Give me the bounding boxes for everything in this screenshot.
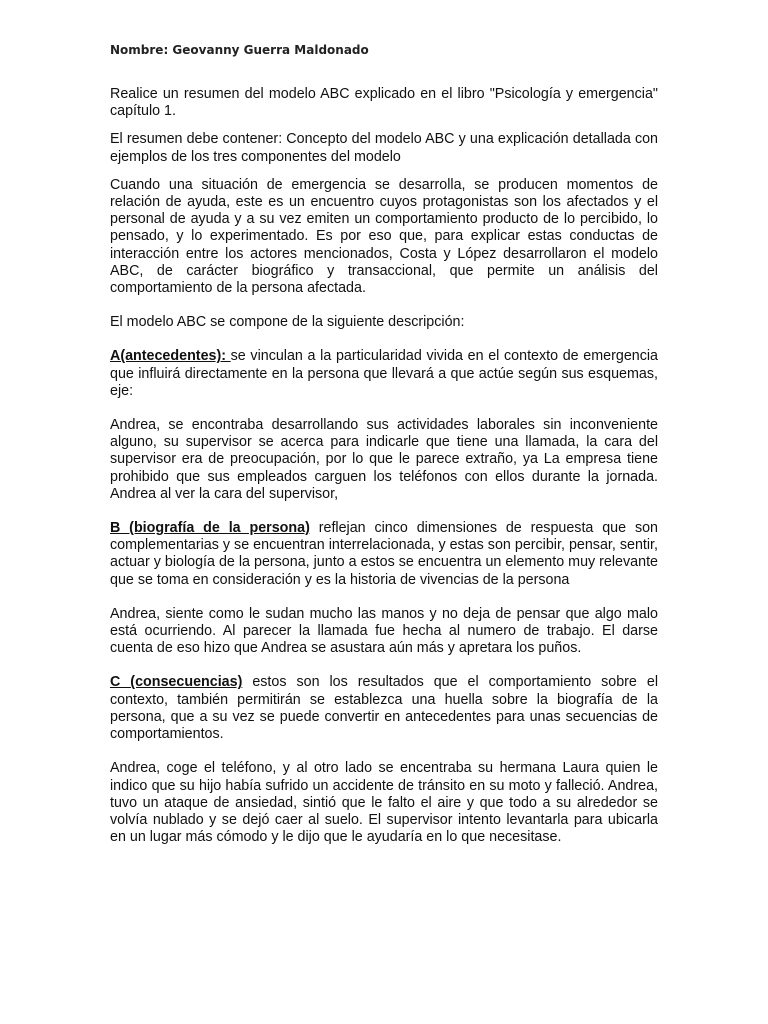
section-c-paragraph	[110, 674, 658, 743]
author-name: Nombre: Geovanny Guerra Maldonado	[110, 43, 369, 57]
section-a-example: Andrea, se encontraba desarrollando sus actividades laborales sin inconveniente alguno, su supervisor se acerca para indicarle que tiene una llamada, la cara del supervisor era de preocupación, por lo que le parece extraño, ya La empresa tiene prohibido que sus empleados carguen los teléfonos con ellos durante la jornada. Andrea al ver la cara del supervisor,	[110, 417, 658, 502]
section-a-label: A(antecedentes):	[110, 348, 231, 365]
section-c-label: C (consecuencias)	[110, 674, 243, 691]
model-intro-paragraph: El modelo ABC se compone de la siguiente descripción:	[110, 314, 465, 331]
section-b-example: Andrea, siente como le sudan mucho las manos y no deja de pensar que algo malo está ocurriendo. Al parecer la llamada fue hecha al numero de trabajo. El darse cuenta de eso hizo que Andrea se asustara aún más y apretara los puños.	[110, 605, 658, 657]
section-b-text: reflejan cinco dimensiones de respuesta que son complementarias y se encuentran interrelacionada, y estas son percibir, pensar, sentir, actuar y biología de la persona, junto a estos se encuentra un elemento muy relevante que se toma en consideración y es la historia de vivencias de la persona	[110, 520, 658, 588]
instruction-paragraph-1: Realice un resumen del modelo ABC explicado en el libro "Psicología y emergencia" capítulo 1.	[110, 86, 658, 120]
instruction-paragraph-2: El resumen debe contener: Concepto del modelo ABC y una explicación detallada con ejemplos de los tres componentes del modelo	[110, 131, 658, 165]
section-a-text: se vinculan a la particularidad vivida en el contexto de emergencia que influirá directamente en la persona que llevará a que actúe según sus esquemas, eje:	[110, 348, 658, 399]
intro-paragraph: Cuando una situación de emergencia se desarrolla, se producen momentos de relación de ayuda, este es un encuentro cuyos protagonistas son los afectados y el personal de ayuda y a su vez emiten un comportamiento producto de lo percibido, lo pensado, y lo experimentado. Es por eso que, para explicar estas conductas de interacción entre los actores mencionados, Costa y López desarrollaron el modelo ABC, de carácter biográfico y transaccional, que permite un análisis del comportamiento de la persona afectada.	[110, 176, 658, 297]
section-b-paragraph	[110, 520, 658, 589]
section-c-example: Andrea, coge el teléfono, y al otro lado se encentraba su hermana Laura quien le indico que su hijo había sufrido un accidente de tránsito en su moto y falleció. Andrea, tuvo un ataque de ansiedad, sintió que le falto el aire y que todo a su alrededor se volvía nublado y se dejó caer al suelo. El supervisor intento levantarla para ubicarla en un lugar más cómodo y le dijo que le ayudaría en lo que necesitase.	[110, 760, 658, 846]
section-a-paragraph	[110, 348, 658, 400]
section-b-label: B (biografía de la persona)	[110, 520, 310, 537]
section-c-text: estos son los resultados que el comportamiento sobre el contexto, también permitirán se establezca una huella sobre la biografía de la persona, que a su vez se puede convertir en antecedentes para unas secuencias de comportamientos.	[110, 674, 658, 743]
document-body	[110, 86, 658, 846]
